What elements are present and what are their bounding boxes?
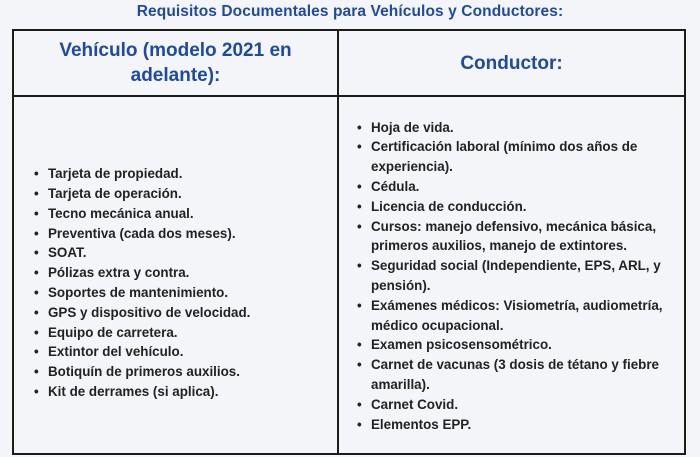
list-item	[34, 224, 250, 244]
bullet-icon: •	[357, 357, 362, 373]
bullet-icon: •	[34, 324, 39, 340]
bullet-icon: •	[34, 304, 39, 320]
list-item-text: Exámenes médicos: Visiometría, audiometría, médico ocupacional.	[371, 297, 663, 333]
list-item	[34, 362, 250, 382]
bullet-icon: •	[357, 337, 362, 353]
driver-requirements-cell	[339, 97, 684, 453]
bullet-icon: •	[34, 245, 39, 261]
list-item-text: Carnet Covid.	[371, 396, 459, 412]
bullet-icon: •	[34, 285, 39, 300]
list-item-text: Tecno mecánica anual.	[48, 205, 194, 221]
list-item	[357, 415, 676, 435]
vehicle-requirements-list	[14, 148, 250, 402]
list-item	[357, 355, 676, 395]
bullet-icon: •	[34, 364, 39, 380]
list-item-text: Cursos: manejo defensivo, mecánica básica, primeros auxilios, manejo de extintores.	[371, 218, 657, 254]
requirements-table	[12, 29, 686, 455]
bullet-icon: •	[357, 218, 362, 234]
list-item-text: Tarjeta de propiedad.	[48, 166, 183, 182]
bullet-icon: •	[357, 198, 362, 214]
list-item	[34, 243, 250, 263]
list-item	[34, 303, 250, 323]
list-item-text: Tarjeta de operación.	[48, 186, 182, 202]
list-item-text: Pólizas extra y contra.	[48, 265, 190, 281]
list-item	[357, 137, 676, 177]
list-item-text: Botiquín de primeros auxilios.	[48, 364, 240, 380]
list-item-text: Licencia de conducción.	[371, 198, 527, 214]
bullet-icon: •	[34, 186, 39, 202]
list-item-text: Kit de derrames (si aplica).	[48, 383, 219, 399]
list-item	[34, 263, 250, 283]
list-item	[34, 164, 250, 184]
bullet-icon: •	[34, 265, 39, 281]
list-item	[357, 395, 676, 415]
bullet-icon: •	[34, 166, 39, 182]
bullet-icon: •	[357, 139, 362, 155]
list-item-text: Soportes de mantenimiento.	[48, 285, 229, 300]
list-item-text: Cédula.	[371, 179, 420, 195]
list-item	[34, 283, 250, 303]
list-item	[357, 177, 676, 197]
list-item	[357, 118, 676, 138]
list-item	[357, 296, 676, 336]
bullet-icon: •	[357, 119, 362, 135]
list-item-text: GPS y dispositivo de velocidad.	[48, 304, 251, 320]
bullet-icon: •	[34, 205, 39, 221]
list-item	[34, 382, 250, 402]
bullet-icon: •	[357, 396, 362, 412]
list-item-text: Preventiva (cada dos meses).	[48, 225, 236, 241]
bullet-icon: •	[34, 225, 39, 241]
list-item-text: SOAT.	[48, 245, 87, 261]
list-item-text: Seguridad social (Independiente, EPS, ARL, y pensión).	[371, 258, 661, 293]
vehicle-requirements-cell	[14, 97, 337, 453]
bullet-icon: •	[34, 344, 39, 360]
vehicle-header-label: Vehículo (modelo 2021 en adelante):	[59, 40, 292, 86]
driver-column-header	[339, 31, 684, 95]
bullet-icon: •	[357, 258, 362, 274]
list-item	[357, 256, 676, 296]
list-item	[34, 323, 250, 343]
list-item	[34, 184, 250, 204]
list-item-text: Certificación laboral (mínimo dos años de experiencia).	[371, 139, 638, 175]
list-item	[34, 342, 250, 362]
bullet-icon: •	[34, 383, 39, 399]
driver-header-label: Conductor:	[460, 52, 563, 74]
list-item-text: Equipo de carretera.	[48, 324, 178, 340]
list-item-text: Hoja de vida.	[371, 119, 454, 135]
list-item-text: Carnet de vacunas (3 dosis de tétano y fiebre amarilla).	[371, 357, 659, 392]
vehicle-column-header	[14, 31, 337, 95]
list-item-text: Extintor del vehículo.	[48, 344, 184, 360]
page-title: Requisitos Documentales para Vehículos y Conductores:	[136, 3, 564, 20]
list-item	[357, 217, 676, 257]
list-item	[357, 197, 676, 217]
bullet-icon: •	[357, 179, 362, 195]
list-item	[34, 204, 250, 224]
driver-requirements-list	[339, 116, 684, 435]
bullet-icon: •	[357, 416, 362, 432]
bullet-icon: •	[357, 297, 362, 313]
list-item-text: Elementos EPP.	[371, 416, 472, 432]
list-item	[357, 335, 676, 355]
list-item-text: Examen psicosensométrico.	[371, 337, 552, 353]
